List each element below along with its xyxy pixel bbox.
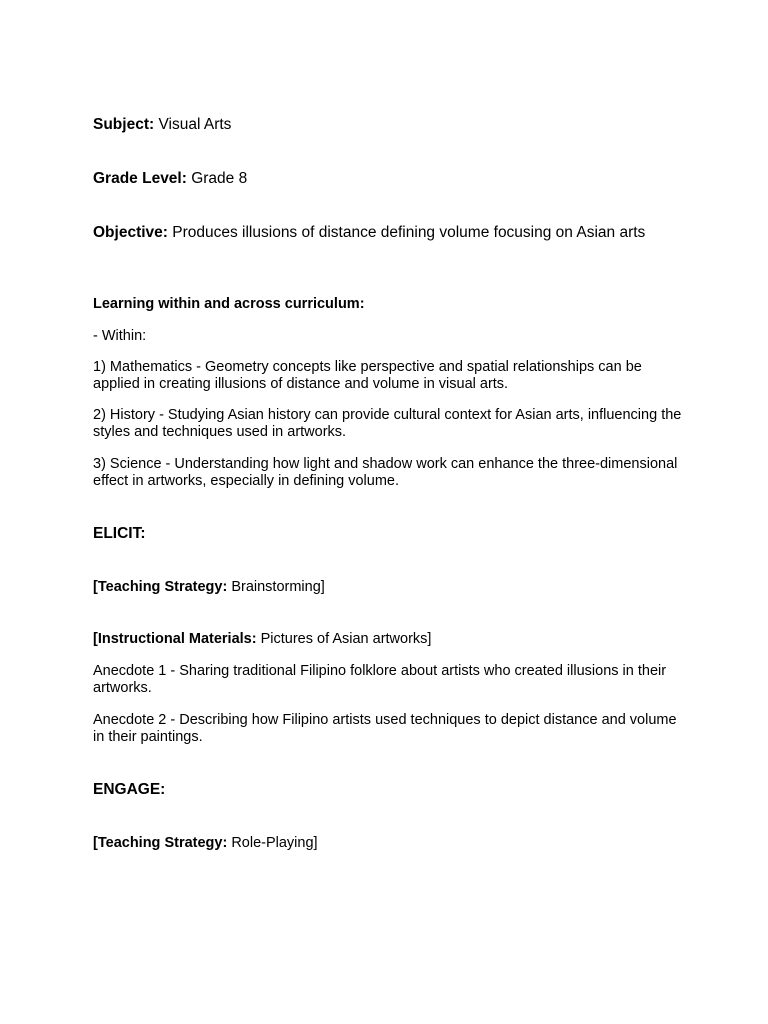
elicit-instructional-materials (93, 631, 683, 648)
objective-line (93, 224, 683, 242)
elicit-strategy-open-bracket: [ (93, 579, 98, 595)
within-label: - Within: (93, 328, 147, 344)
engage-teaching-strategy (93, 835, 683, 852)
anecdote-2: Anecdote 2 - Describing how Filipino artists used techniques to depict distance and volume in their paintings. (93, 712, 677, 745)
elicit-strategy-value: Brainstorming] (227, 579, 325, 595)
curriculum-item-history: 2) History - Studying Asian history can provide cultural context for Asian arts, influencing the styles and techniques used in artworks. (93, 407, 682, 440)
elicit-teaching-strategy (93, 579, 683, 596)
engage-heading: ENGAGE: (93, 781, 166, 798)
subject-label: Subject: (93, 116, 155, 133)
objective-label: Objective: (93, 224, 168, 241)
elicit-materials-value: Pictures of Asian artworks] (256, 631, 432, 647)
elicit-strategy-label: Teaching Strategy: (97, 579, 228, 595)
engage-strategy-open-bracket: [ (93, 835, 98, 851)
subject-value: Visual Arts (154, 116, 232, 133)
engage-strategy-value: Role-Playing] (227, 835, 318, 851)
grade-level-label: Grade Level: (93, 170, 187, 187)
elicit-materials-label: Instructional Materials: (97, 631, 257, 647)
curriculum-item-science: 3) Science - Understanding how light and shadow work can enhance the three-dimensional effect in artworks, especially in defining volume. (93, 456, 678, 489)
subject-line (93, 116, 683, 134)
objective-value: Produces illusions of distance defining volume focusing on Asian arts (167, 224, 646, 241)
curriculum-item-mathematics: 1) Mathematics - Geometry concepts like perspective and spatial relationships can be applied in creating illusions of distance and volume in visual arts. (93, 359, 642, 392)
curriculum-heading: Learning within and across curriculum: (93, 296, 365, 312)
elicit-heading: ELICIT: (93, 525, 146, 542)
grade-level-line (93, 170, 683, 188)
anecdote-1: Anecdote 1 - Sharing traditional Filipino folklore about artists who created illusions in their artworks. (93, 663, 667, 696)
elicit-materials-open-bracket: [ (93, 631, 98, 647)
engage-strategy-label: Teaching Strategy: (97, 835, 228, 851)
grade-level-value: Grade 8 (186, 170, 248, 187)
